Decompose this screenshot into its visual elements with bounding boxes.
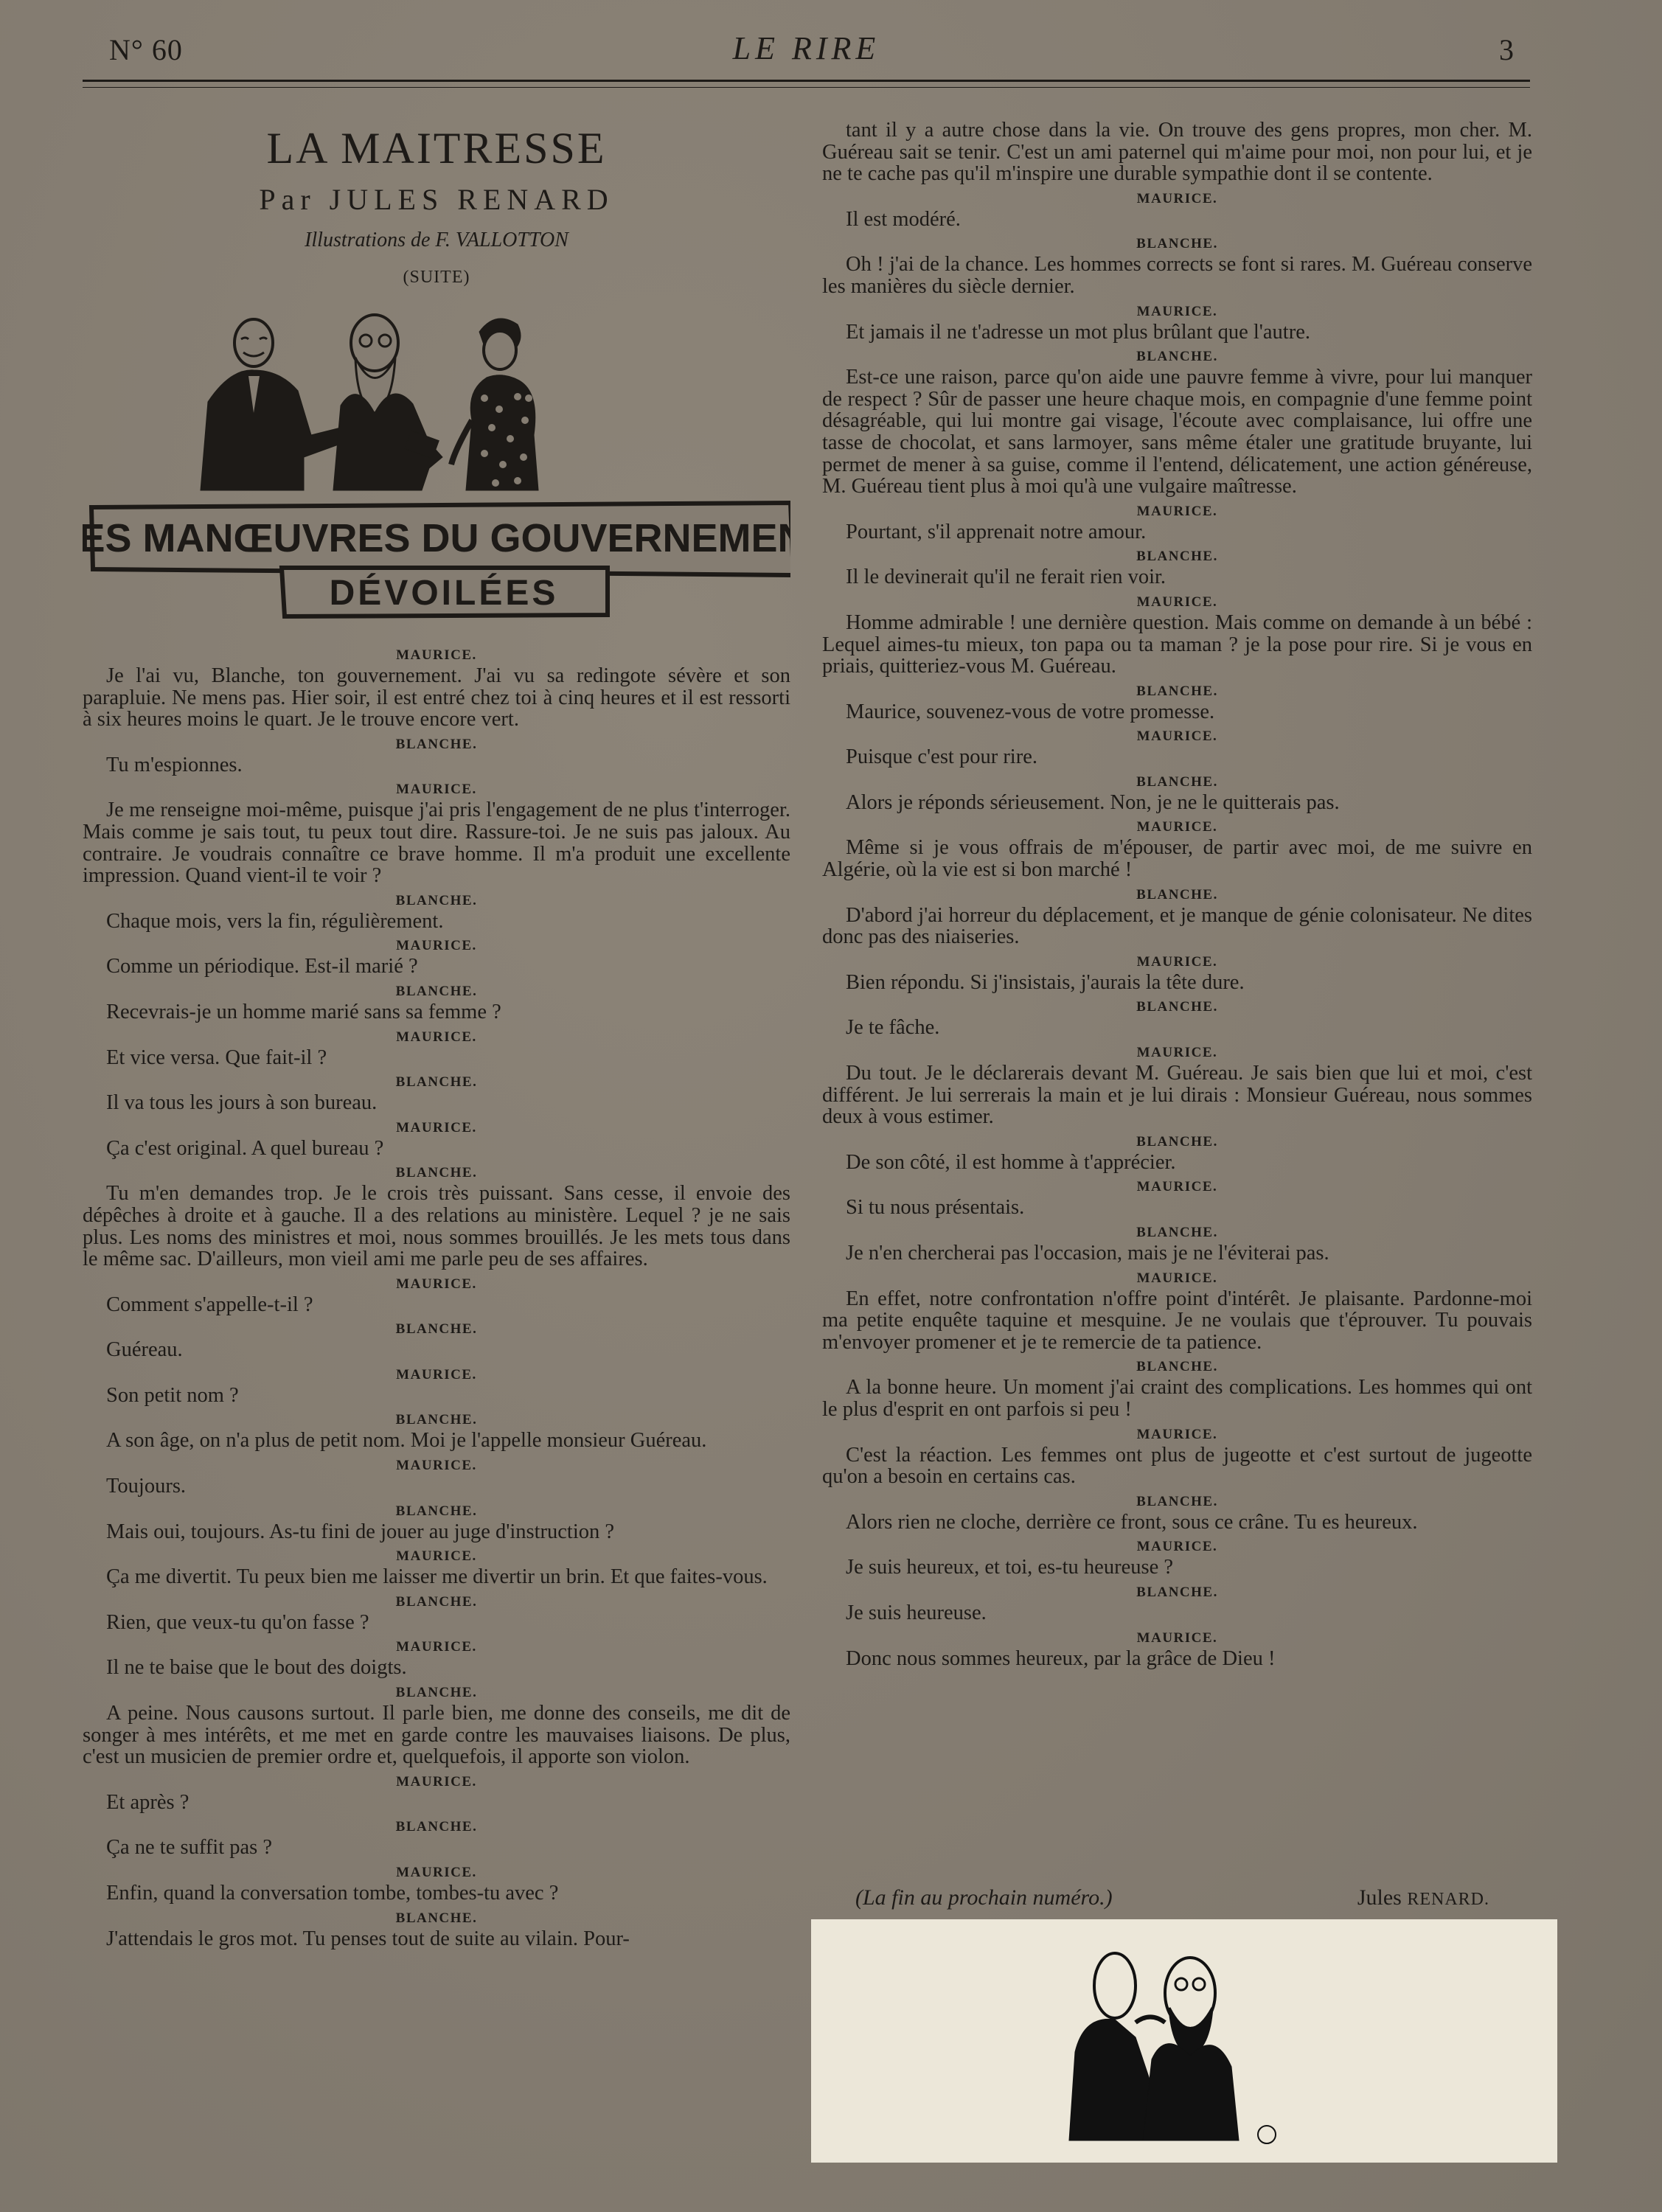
- speaker-label: MAURICE.: [396, 1458, 477, 1474]
- figure-left: [201, 319, 344, 490]
- left-man: [1069, 1953, 1150, 2140]
- speaker-label: MAURICE.: [396, 1029, 477, 1045]
- dialogue-line: Alors je réponds sérieusement. Non, je ne le quitterais pas.: [846, 790, 1340, 814]
- page-header: [83, 27, 1530, 71]
- dialogue-line: Son petit nom ?: [106, 1383, 239, 1407]
- speaker-label: MAURICE.: [1136, 190, 1218, 206]
- banner-line1: LES MANŒUVRES DU GOUVERNEMENT: [83, 516, 790, 560]
- two-men-kissing-illustration: [811, 1919, 1557, 2163]
- dialogue-line: Rien, que veux-tu qu'on fasse ?: [106, 1610, 369, 1634]
- header-illustration: [83, 310, 790, 627]
- dialogue-line: Chaque mois, vers la fin, régulièrement.: [106, 909, 444, 933]
- speaker-label: MAURICE.: [396, 1276, 477, 1292]
- speaker-label: BLANCHE.: [395, 736, 478, 752]
- dialogue-line: Puisque c'est pour rire.: [846, 745, 1037, 769]
- right-text-column: [822, 118, 1532, 1669]
- dialogue-line: Je me renseigne moi-même, puisque j'ai pris l'engagement de ne plus t'interroger. Mais comme je sais tout, tu peux tout dire. Rassure-toi. Je ne suis pas jaloux. Au contraire. Je voudrais connaître ce brave homme. Il m'a produit une excellente impression. Quand vient-il te voir ?: [83, 799, 790, 888]
- dialogue-line: Et après ?: [106, 1790, 190, 1814]
- dialogue-line: Il ne te baise que le bout des doigts.: [106, 1656, 407, 1680]
- header-rule-thick: [83, 80, 1530, 82]
- dialogue-line: Ça ne te suffit pas ?: [106, 1836, 273, 1860]
- speaker-label: MAURICE.: [396, 647, 477, 663]
- dialogue-line: Donc nous sommes heureux, par la grâce de Dieu !: [846, 1646, 1276, 1670]
- right-man: [1143, 1958, 1239, 2140]
- speaker-label: BLANCHE.: [395, 892, 478, 908]
- speaker-label: MAURICE.: [1136, 819, 1218, 835]
- speaker-label: BLANCHE.: [1136, 549, 1218, 565]
- illustrator-credit: Illustrations de F. VALLOTTON: [305, 229, 569, 251]
- author-signature: [1357, 1885, 1489, 1910]
- speaker-label: BLANCHE.: [1136, 1133, 1218, 1150]
- speaker-label: BLANCHE.: [1136, 1493, 1218, 1509]
- speaker-label: BLANCHE.: [1136, 1225, 1218, 1240]
- speaker-label: MAURICE.: [396, 1639, 477, 1655]
- article-byline: Par JULES RENARD: [259, 183, 614, 216]
- banner-line2: DÉVOILÉES: [329, 574, 559, 613]
- speaker-label: BLANCHE.: [395, 1819, 478, 1835]
- article-heading: [83, 118, 790, 288]
- speaker-label: BLANCHE.: [1136, 349, 1218, 365]
- dialogue-line: Je l'ai vu, Blanche, ton gouvernement. J'ai vu sa redingote sévère et son parapluie. Ne mens pas. Hier soir, il est entré chez toi à cinq heures et il est ressorti à six heures moins le quart. Je le trouve encore vert.: [83, 664, 790, 731]
- speaker-label: BLANCHE.: [1136, 886, 1218, 902]
- speaker-label: BLANCHE.: [395, 1910, 478, 1926]
- dialogue-line: Ça me divertit. Tu peux bien me laisser me divertir un brin. Et que faites-vous.: [106, 1565, 768, 1589]
- speaker-label: BLANCHE.: [1136, 1359, 1218, 1375]
- dialogue-line: A la bonne heure. Un moment j'ai craint des complications. Les hommes qui ont le plus d'esprit en ont parfois si peu !: [822, 1376, 1532, 1421]
- speaker-label: MAURICE.: [396, 1548, 477, 1565]
- dialogue-line: Recevrais-je un homme marié sans sa femme ?: [106, 1000, 501, 1023]
- dialogue-line: Homme admirable ! une dernière question. Mais comme on demande à un bébé : Lequel aimes-tu mieux, ton papa ou ta maman ? je la pose pour rire. Si je vous en priais, quitteriez-vous M. Guéreau.: [822, 611, 1532, 678]
- dialogue-line: J'attendais le gros mot. Tu penses tout de suite au vilain. Pour-: [106, 1927, 630, 1950]
- header-rule-thin: [83, 87, 1530, 88]
- speaker-label: MAURICE.: [1136, 303, 1218, 319]
- speaker-label: BLANCHE.: [395, 1412, 478, 1428]
- article-title: LA MAITRESSE: [266, 124, 607, 173]
- dialogue-line: Enfin, quand la conversation tombe, tombes-tu avec ?: [106, 1882, 559, 1905]
- dialogue-line: En effet, notre confrontation n'offre point d'intérêt. Je plaisante. Pardonne-moi ma petite enquête taquine et mesquine. Je ne voulais que t'éprouver. Tu pouvais m'envoyer promener et je te remercie de ta patience.: [822, 1287, 1532, 1354]
- speaker-label: MAURICE.: [1136, 1179, 1218, 1195]
- dialogue-line: Guéreau.: [106, 1338, 183, 1362]
- dialogue-line: Ça c'est original. A quel bureau ?: [106, 1136, 384, 1160]
- signature-first: Jules: [1357, 1885, 1402, 1910]
- speaker-label: MAURICE.: [1136, 953, 1218, 970]
- dialogue-line: Je suis heureux, et toi, es-tu heureuse ?: [846, 1556, 1173, 1579]
- figure-right: [451, 319, 538, 490]
- dialogue-line: De son côté, il est homme à t'apprécier.: [846, 1150, 1176, 1174]
- dialogue-line: tant il y a autre chose dans la vie. On trouve des gens propres, mon cher. M. Guéreau sait se tenir. C'est un ami paternel qui m'aime pour moi, non pour lui, et je ne te cache pas qu'il m'inspire une durable sympathie dont il se contente.: [822, 119, 1532, 186]
- speaker-label: MAURICE.: [396, 1773, 477, 1790]
- dialogue-line: Je suis heureuse.: [846, 1601, 987, 1624]
- dialogue-line: Oh ! j'ai de la chance. Les hommes corrects se font si rares. M. Guéreau conserve les manières du siècle dernier.: [822, 253, 1532, 298]
- speaker-label: BLANCHE.: [395, 1074, 478, 1091]
- speaker-label: BLANCHE.: [1136, 773, 1218, 790]
- dialogue-line: Je n'en chercherai pas l'occasion, mais je ne l'éviterai pas.: [846, 1242, 1329, 1265]
- speaker-label: BLANCHE.: [395, 1165, 478, 1181]
- dialogue-line: Il est modéré.: [846, 207, 961, 231]
- dialogue-line: A peine. Nous causons surtout. Il parle bien, me donne des conseils, me dit de songer à mes intérêts, et me met en garde contre les mauvaises liaisons. De plus, c'est un musicien de premier ordre et, quelquefois, il apporte son violon.: [83, 1702, 790, 1769]
- continued-note: (La fin au prochain numéro.): [855, 1885, 1113, 1910]
- dialogue-line: Comme un périodique. Est-il marié ?: [106, 955, 418, 978]
- speaker-label: BLANCHE.: [1136, 1584, 1218, 1600]
- dialogue-line: Il le devinerait qu'il ne ferait rien voir.: [846, 566, 1166, 589]
- speaker-label: MAURICE.: [1136, 1045, 1218, 1061]
- dialogue-line: Si tu nous présentais.: [846, 1196, 1025, 1220]
- speaker-label: MAURICE.: [396, 1865, 477, 1880]
- speaker-label: MAURICE.: [1136, 728, 1218, 745]
- dialogue-line: Mais oui, toujours. As-tu fini de jouer au juge d'instruction ?: [106, 1520, 615, 1543]
- dialogue-line: Tu m'en demandes trop. Je le crois très puissant. Sans cesse, il envoie des dépêches à droite et à gauche. Il a des relations au ministère. Lequel ? je ne sais plus. Les noms des ministres et moi, nous sommes brouillés. Je les mets tous dans le même sac. D'ailleurs, mon vieil ami me parle peu de ses affaires.: [83, 1182, 790, 1271]
- speaker-label: MAURICE.: [396, 1366, 477, 1382]
- speaker-label: MAURICE.: [1136, 1426, 1218, 1442]
- speaker-label: MAURICE.: [396, 938, 477, 954]
- dialogue-line: Bien répondu. Si j'insistais, j'aurais la tête dure.: [846, 970, 1245, 994]
- speaker-label: BLANCHE.: [395, 1593, 478, 1610]
- speaker-label: BLANCHE.: [395, 1321, 478, 1338]
- dialogue-line: Et jamais il ne t'adresse un mot plus brûlant que l'autre.: [846, 320, 1310, 344]
- dialogue-line: Du tout. Je le déclarerais devant M. Guéreau. Je sais bien que lui et moi, c'est différent. Je lui serrerais la main et je lui dirais : Monsieur Guéreau, nous sommes deux à vous estimer.: [822, 1062, 1532, 1129]
- dialogue-line: Pourtant, s'il apprenait notre amour.: [846, 520, 1147, 543]
- speaker-label: MAURICE.: [1136, 503, 1218, 519]
- journal-title: LE RIRE: [732, 30, 880, 66]
- dialogue-line: A son âge, on n'a plus de petit nom. Moi je l'appelle monsieur Guéreau.: [106, 1429, 707, 1453]
- dialogue-line: C'est la réaction. Les femmes ont plus de jugeotte et c'est surtout de jugeotte qu'on a besoin en certains cas.: [822, 1443, 1532, 1489]
- issue-number: N° 60: [109, 33, 183, 66]
- page-number: 3: [1499, 33, 1514, 66]
- speaker-label: BLANCHE.: [1136, 999, 1218, 1015]
- speaker-label: BLANCHE.: [1136, 683, 1218, 699]
- dialogue-line: Toujours.: [106, 1475, 187, 1498]
- three-figures-illustration: [83, 310, 790, 627]
- bottom-illustration-panel: [811, 1919, 1557, 2163]
- speaker-label: BLANCHE.: [395, 1503, 478, 1519]
- left-text-column: [83, 641, 790, 1950]
- dialogue-line: Il va tous les jours à son bureau.: [106, 1091, 378, 1115]
- speaker-label: MAURICE.: [1136, 1270, 1218, 1286]
- figure-middle: [333, 315, 442, 490]
- speaker-label: MAURICE.: [396, 782, 477, 798]
- dialogue-line: Et vice versa. Que fait-il ?: [106, 1046, 327, 1069]
- dialogue-line: Comment s'appelle-t-il ?: [106, 1293, 313, 1316]
- speaker-label: BLANCHE.: [395, 983, 478, 999]
- speaker-label: MAURICE.: [1136, 1539, 1218, 1555]
- dialogue-line: D'abord j'ai horreur du déplacement, et je manque de génie colonisateur. Ne dites donc pas des niaiseries.: [822, 903, 1532, 949]
- dialogue-line: Même si je vous offrais de m'épouser, de partir avec moi, de me suivre en Algérie, où la vie est si bon marché !: [822, 836, 1532, 882]
- speaker-label: BLANCHE.: [1136, 236, 1218, 252]
- signature-last: RENARD.: [1407, 1890, 1489, 1909]
- dialogue-line: Maurice, souvenez-vous de votre promesse.: [846, 700, 1215, 723]
- dialogue-line: Tu m'espionnes.: [106, 753, 243, 776]
- dialogue-line: Alors rien ne cloche, derrière ce front, sous ce crâne. Tu es heureux.: [846, 1510, 1418, 1534]
- speaker-label: MAURICE.: [1136, 1630, 1218, 1646]
- speaker-label: MAURICE.: [1136, 594, 1218, 610]
- speaker-label: BLANCHE.: [395, 1685, 478, 1701]
- dialogue-line: Est-ce une raison, parce qu'on aide une pauvre femme à vivre, pour lui manquer de respect ? Sûr de passer une heure chaque mois, en compagnie d'une femme point désagréable, qui lui montre gai visage, l'écoute avec complaisance, lui offre une tasse de chocolat, et sans larmoyer, sans même étaler une gratitude bruyante, lui permet de mener à sa guise, comme il l'entend, délicatement, une action généreuse, M. Guéreau tient plus à moi qu'à une vulgaire maîtresse.: [822, 366, 1532, 498]
- dialogue-line: Je te fâche.: [846, 1016, 940, 1040]
- suite-label: (SUITE): [403, 268, 470, 287]
- speaker-label: MAURICE.: [396, 1119, 477, 1135]
